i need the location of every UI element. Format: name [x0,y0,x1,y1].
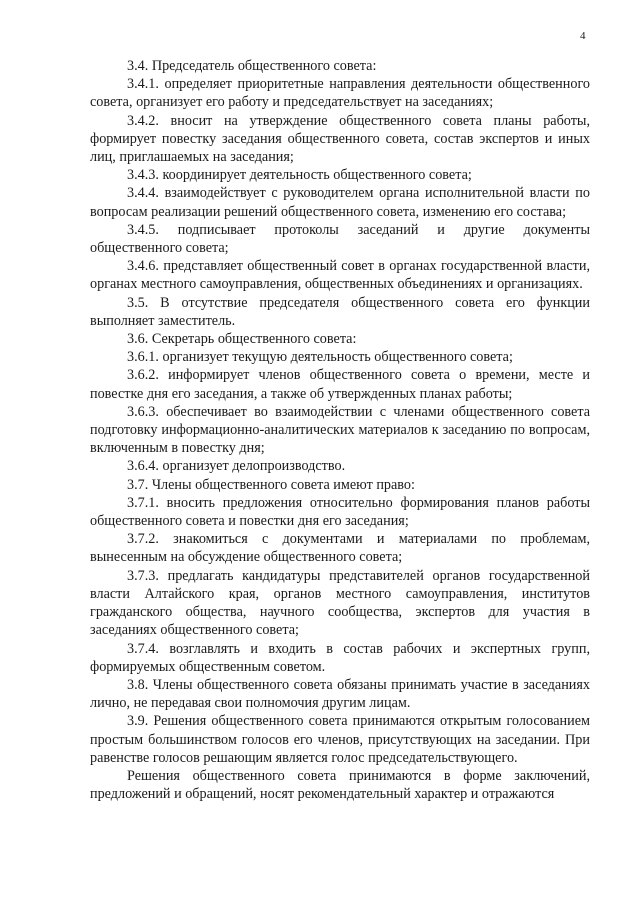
paragraph-3-7: 3.7. Члены общественного совета имеют право: [127,476,415,493]
paragraph-3-4-3: 3.4.3. координирует деятельность общественного совета; [127,167,472,184]
paragraph-3-7-2: 3.7.2. знакомиться с документами и материалами по проблемам, вынесенным на обсуждение общественного совета; [90,531,590,566]
paragraph-3-6: 3.6. Секретарь общественного совета: [127,331,357,348]
paragraph-3-7-1: 3.7.1. вносить предложения относительно формирования планов работы общественного совета и повестки дня его заседания; [90,494,590,530]
paragraph-3-6-4: 3.6.4. организует делопроизводство. [127,458,346,475]
paragraph-3-4-6: 3.4.6. представляет общественный совет в органах государственной власти, органах местного самоуправления, общественных объединениях и организациях. [90,258,590,293]
paragraph-3-9: 3.9. Решения общественного совета принимаются открытым голосованием простым большинством голосов его членов, присутствующих на заседании. При равенстве голосов решающим является голос председательствующего. [90,713,590,766]
paragraph-3-8: 3.8. Члены общественного совета обязаны принимать участие в заседаниях лично, не передавая свои полномочия другим лицам. [90,676,590,712]
document-body [90,57,590,803]
paragraph-3-4-1: 3.4.1. определяет приоритетные направления деятельности общественного совета, организует его работу и председательствует на заседаниях; [90,76,590,111]
paragraph-3-6-2: 3.6.2. информирует членов общественного совета о времени, месте и повестке дня его заседания, а также об утвержденных планах работы; [90,367,590,402]
paragraph-3-4: 3.4. Председатель общественного совета: [127,58,377,74]
paragraph-3-5: 3.5. В отсутствие председателя общественного совета его функции выполняет заместитель. [90,294,590,329]
paragraph-3-4-2: 3.4.2. вносит на утверждение общественного совета планы работы, формирует повестку заседания общественного совета, состав экспертов и иных лиц, приглашаемых на заседания; [90,112,590,166]
page-number: 4 [580,30,586,42]
paragraph-3-7-3: 3.7.3. предлагать кандидатуры представителей органов государственной власти Алтайского края, органов местного самоуправления, институтов гражданского общества, научного сообщества, экспертов для участия в заседаниях общественного совета; [90,567,590,639]
paragraph-3-4-4: 3.4.4. взаимодействует с руководителем органа исполнительной власти по вопросам реализации решений общественного совета, изменению его состава; [90,185,590,220]
paragraph-3-6-1: 3.6.1. организует текущую деятельность общественного совета; [127,349,513,366]
paragraph-3-6-3: 3.6.3. обеспечивает во взаимодействии с членами общественного совета подготовку информационно-аналитических материалов к заседанию по вопросам, включенным в повестку дня; [90,403,590,457]
paragraph-decisions: Решения общественного совета принимаются в форме заключений, предложений и обращений, носят рекомендательный характер и отражаются [90,767,590,803]
paragraph-3-7-4: 3.7.4. возглавлять и входить в состав рабочих и экспертных групп, формируемых общественным советом. [90,640,590,675]
paragraph-3-4-5: 3.4.5. подписывает протоколы заседаний и другие документы общественного совета; [90,221,590,257]
